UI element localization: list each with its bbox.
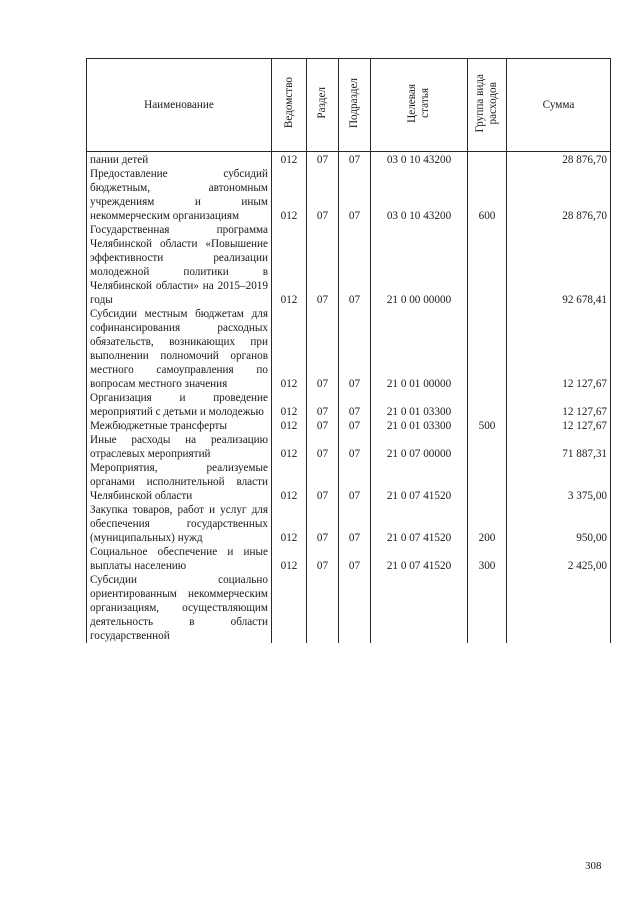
row-vedomstvo: 012: [272, 391, 307, 419]
row-vedomstvo: 012: [272, 433, 307, 461]
row-celevaya-statya: 21 0 01 00000: [371, 307, 468, 391]
row-summa: 12 127,67: [507, 391, 611, 419]
table-row: [87, 461, 611, 503]
header-gruppa-vida-rashodov: Группа вида расходов: [468, 59, 507, 152]
row-razdel: 07: [307, 152, 339, 167]
row-celevaya-statya: 21 0 01 03300: [371, 391, 468, 419]
row-summa: 2 425,00: [507, 545, 611, 573]
row-summa: [507, 573, 611, 643]
row-razdel: 07: [307, 503, 339, 545]
table-row: [87, 167, 611, 223]
table-row: [87, 307, 611, 391]
row-gruppa-vida: [468, 433, 507, 461]
row-podrazdel: 07: [339, 307, 371, 391]
row-gruppa-vida: [468, 391, 507, 419]
row-name: Предоставление субсидий бюджетным, автономным учреждениям и иным некоммерческим организациям: [87, 167, 272, 223]
row-vedomstvo: 012: [272, 545, 307, 573]
row-gruppa-vida: [468, 152, 507, 167]
row-vedomstvo: [272, 573, 307, 643]
row-razdel: 07: [307, 419, 339, 433]
table-row: [87, 573, 611, 643]
row-celevaya-statya: 21 0 00 00000: [371, 223, 468, 307]
row-name: пании детей: [87, 152, 272, 167]
row-razdel: [307, 573, 339, 643]
budget-table: [86, 58, 611, 643]
row-gruppa-vida: [468, 307, 507, 391]
row-podrazdel: 07: [339, 152, 371, 167]
row-summa: 12 127,67: [507, 419, 611, 433]
row-name: Субсидии местным бюджетам для софинансирования расходных обязательств, возникающих при выполнении полномочий органов местного самоуправления по вопросам местного значения: [87, 307, 272, 391]
table-row: [87, 433, 611, 461]
row-name: Иные расходы на реализацию отраслевых мероприятий: [87, 433, 272, 461]
row-podrazdel: 07: [339, 167, 371, 223]
row-razdel: 07: [307, 461, 339, 503]
row-vedomstvo: 012: [272, 167, 307, 223]
row-celevaya-statya: 21 0 07 41520: [371, 461, 468, 503]
row-podrazdel: 07: [339, 223, 371, 307]
row-razdel: 07: [307, 307, 339, 391]
row-gruppa-vida: 500: [468, 419, 507, 433]
row-name: Закупка товаров, работ и услуг для обеспечения государственных (муниципальных) нужд: [87, 503, 272, 545]
row-summa: 12 127,67: [507, 307, 611, 391]
row-vedomstvo: 012: [272, 223, 307, 307]
header-name: Наименование: [87, 59, 272, 152]
row-razdel: 07: [307, 223, 339, 307]
row-vedomstvo: 012: [272, 503, 307, 545]
row-razdel: 07: [307, 167, 339, 223]
row-vedomstvo: 012: [272, 307, 307, 391]
header-summa: Сумма: [507, 59, 611, 152]
header-podrazdel: Подраздел: [339, 59, 371, 152]
row-gruppa-vida: [468, 573, 507, 643]
row-celevaya-statya: 03 0 10 43200: [371, 167, 468, 223]
table-row: [87, 223, 611, 307]
row-podrazdel: 07: [339, 419, 371, 433]
header-razdel: Раздел: [307, 59, 339, 152]
row-gruppa-vida: [468, 461, 507, 503]
row-vedomstvo: 012: [272, 419, 307, 433]
row-summa: 3 375,00: [507, 461, 611, 503]
row-name: Мероприятия, реализуемые органами исполнительной власти Челябинской области: [87, 461, 272, 503]
table-row: [87, 152, 611, 167]
table-row: [87, 391, 611, 419]
row-celevaya-statya: 03 0 10 43200: [371, 152, 468, 167]
row-name: Субсидии социально ориентированным некоммерческим организациям, осуществляющим деятельность в области государственной: [87, 573, 272, 643]
row-podrazdel: 07: [339, 461, 371, 503]
row-summa: 28 876,70: [507, 152, 611, 167]
row-razdel: 07: [307, 545, 339, 573]
row-gruppa-vida: 200: [468, 503, 507, 545]
row-name: Организация и проведение мероприятий с детьми и молодежью: [87, 391, 272, 419]
row-gruppa-vida: 300: [468, 545, 507, 573]
row-podrazdel: 07: [339, 391, 371, 419]
row-gruppa-vida: 600: [468, 167, 507, 223]
row-celevaya-statya: [371, 573, 468, 643]
table-header-row: [87, 59, 611, 152]
page-number: 308: [585, 860, 602, 872]
header-celevaya-statya: Целевая статья: [371, 59, 468, 152]
row-name: Социальное обеспечение и иные выплаты населению: [87, 545, 272, 573]
row-celevaya-statya: 21 0 01 03300: [371, 419, 468, 433]
row-summa: 92 678,41: [507, 223, 611, 307]
table-row: [87, 503, 611, 545]
row-podrazdel: 07: [339, 545, 371, 573]
row-celevaya-statya: 21 0 07 41520: [371, 545, 468, 573]
row-summa: 950,00: [507, 503, 611, 545]
row-gruppa-vida: [468, 223, 507, 307]
row-celevaya-statya: 21 0 07 41520: [371, 503, 468, 545]
row-name: Межбюджетные трансферты: [87, 419, 272, 433]
row-summa: 71 887,31: [507, 433, 611, 461]
row-name: Государственная программа Челябинской области «Повышение эффективности реализации молодежной политики в Челябинской области» на 2015–2019 годы: [87, 223, 272, 307]
row-vedomstvo: 012: [272, 461, 307, 503]
row-razdel: 07: [307, 391, 339, 419]
row-celevaya-statya: 21 0 07 00000: [371, 433, 468, 461]
row-vedomstvo: 012: [272, 152, 307, 167]
row-podrazdel: 07: [339, 503, 371, 545]
row-podrazdel: 07: [339, 433, 371, 461]
row-razdel: 07: [307, 433, 339, 461]
table-row: [87, 419, 611, 433]
row-summa: 28 876,70: [507, 167, 611, 223]
row-podrazdel: [339, 573, 371, 643]
table-row: [87, 545, 611, 573]
header-vedomstvo: Ведомство: [272, 59, 307, 152]
